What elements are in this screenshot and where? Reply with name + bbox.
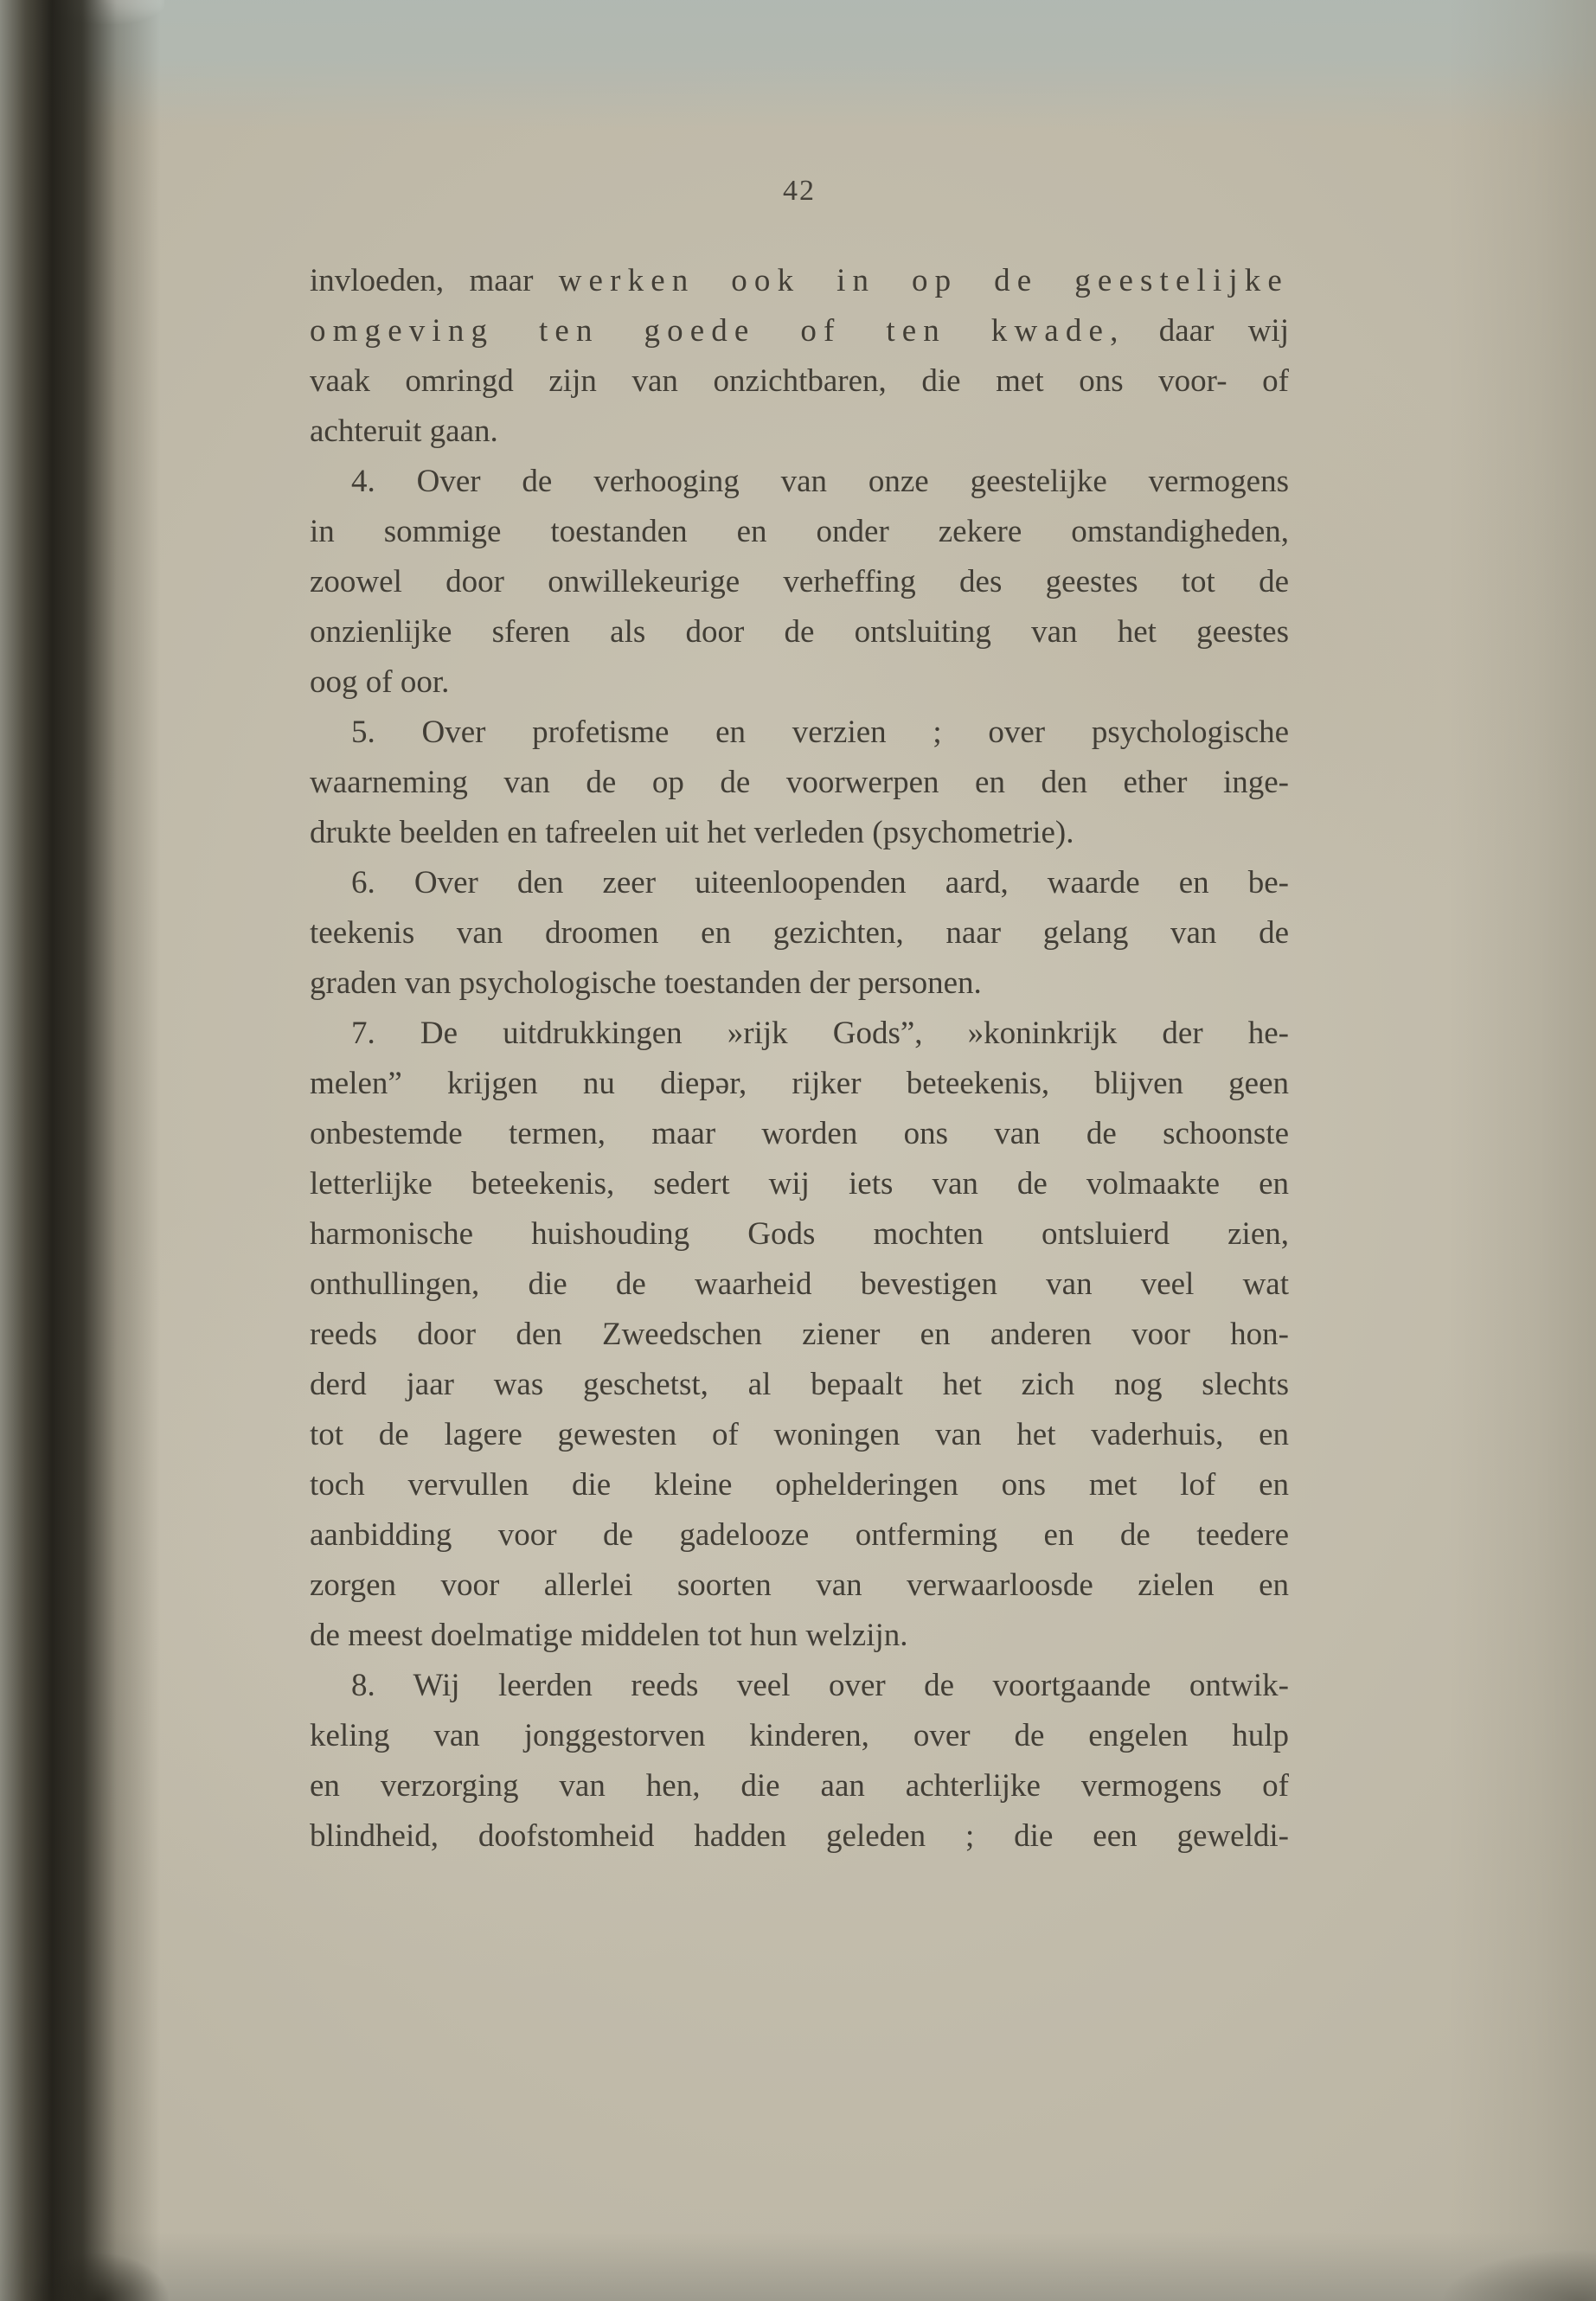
- text-segment: onthullingen, die de waarheid bevestigen van veel wat: [310, 1266, 1289, 1302]
- bottom-right-smudge: [1440, 2249, 1596, 2301]
- text-segment: 4. Over de verhooging van onze geestelijke vermogens: [351, 464, 1289, 499]
- text-line: [310, 1360, 1289, 1410]
- text-segment: toch vervullen die kleine ophelderingen ons met lof en: [310, 1467, 1289, 1503]
- text-line: [310, 1009, 1289, 1059]
- text-segment: 5. Over profetisme en verzien ; over psychologische: [351, 715, 1289, 750]
- text-line: [310, 407, 1289, 457]
- page-right-edge-shadow: [1449, 0, 1596, 2301]
- text-segment: teekenis van droomen en gezichten, naar gelang van de: [310, 915, 1289, 951]
- text-line: [310, 758, 1289, 808]
- text-segment: blindheid, doofstomheid hadden geleden ; die een geweldi-: [310, 1818, 1289, 1854]
- text-line: [310, 958, 1289, 1009]
- text-line: [310, 708, 1289, 758]
- text-segment: zorgen voor allerlei soorten van verwaarloosde zielen en: [310, 1567, 1289, 1603]
- text-line: [310, 607, 1289, 657]
- text-segment: 6. Over den zeer uiteenloopenden aard, waarde en be-: [351, 865, 1289, 901]
- text-line: [310, 657, 1289, 708]
- text-segment: en verzorging van hen, die aan achterlijke vermogens of: [310, 1768, 1289, 1804]
- scan-top-edge: [0, 0, 1596, 130]
- text-segment: achteruit gaan.: [310, 413, 498, 449]
- text-line: [310, 1059, 1289, 1109]
- text-segment: reeds door den Zweedschen ziener en anderen voor hon-: [310, 1317, 1289, 1352]
- text-line: [310, 1661, 1289, 1711]
- text-segment: derd jaar was geschetst, al bepaalt het zich nog slechts: [310, 1367, 1289, 1402]
- text-segment: vaak omringd zijn van onzichtbaren, die met ons voor- of: [310, 363, 1289, 399]
- letterspaced-text: werken ook in op de geestelijke: [558, 263, 1289, 298]
- text-segment: onzienlijke sferen als door de ontsluiting van het geestes: [310, 614, 1289, 650]
- text-segment: harmonische huishouding Gods mochten ontsluierd zien,: [310, 1216, 1289, 1252]
- text-segment: de meest doelmatige middelen tot hun welzijn.: [310, 1618, 908, 1653]
- letterspaced-text: omgeving ten goede of ten kwade,: [310, 313, 1125, 349]
- text-line: [310, 1310, 1289, 1360]
- text-segment: zoowel door onwillekeurige verheffing des geestes tot de: [310, 564, 1289, 599]
- text-segment: tot de lagere gewesten of woningen van het vaderhuis, en: [310, 1417, 1289, 1452]
- text-line: [310, 808, 1289, 858]
- text-line: [310, 457, 1289, 507]
- text-line: [310, 256, 1289, 306]
- text-segment: oog of oor.: [310, 664, 450, 700]
- text-line: [310, 1209, 1289, 1259]
- text-line: [310, 1761, 1289, 1811]
- text-line: [310, 1510, 1289, 1561]
- text-line: [310, 306, 1289, 356]
- text-segment: waarneming van de op de voorwerpen en den ether inge-: [310, 765, 1289, 800]
- text-line: [310, 1561, 1289, 1611]
- text-line: [310, 1460, 1289, 1510]
- text-block: [310, 256, 1289, 1862]
- text-segment: aanbidding voor de gadelooze ontferming en de teedere: [310, 1517, 1289, 1553]
- text-segment: in sommige toestanden en onder zekere omstandigheden,: [310, 514, 1289, 549]
- page-number: 42: [783, 175, 816, 207]
- text-segment: melen” krijgen nu diepər, rijker beteekenis, blijven geen: [310, 1066, 1289, 1101]
- text-line: [310, 858, 1289, 908]
- text-line: [310, 1611, 1289, 1661]
- book-binding-shadow: [0, 0, 164, 2301]
- text-segment: 8. Wij leerden reeds veel over de voortgaande ontwik-: [351, 1668, 1289, 1703]
- text-segment: 7. De uitdrukkingen »rijk Gods”, »koninkrijk der he-: [351, 1016, 1289, 1051]
- text-line: [310, 1811, 1289, 1862]
- text-line: [310, 1711, 1289, 1761]
- text-line: [310, 1159, 1289, 1209]
- text-line: [310, 557, 1289, 607]
- text-segment: onbestemde termen, maar worden ons van de schoonste: [310, 1116, 1289, 1151]
- text-segment: drukte beelden en tafreelen uit het verleden (psychometrie).: [310, 815, 1074, 850]
- bottom-left-smudge: [30, 2253, 169, 2301]
- text-line: [310, 1259, 1289, 1310]
- scan-bottom-edge: [0, 2232, 1596, 2301]
- text-line: [310, 908, 1289, 958]
- text-line: [310, 507, 1289, 557]
- text-line: [310, 356, 1289, 407]
- text-segment: keling van jonggestorven kinderen, over de engelen hulp: [310, 1718, 1289, 1753]
- text-segment: letterlijke beteekenis, sedert wij iets van de volmaakte en: [310, 1166, 1289, 1202]
- text-line: [310, 1109, 1289, 1159]
- text-segment: daar wij: [1125, 313, 1289, 349]
- text-segment: graden van psychologische toestanden der personen.: [310, 965, 982, 1001]
- text-segment: invloeden, maar: [310, 263, 559, 298]
- text-line: [310, 1410, 1289, 1460]
